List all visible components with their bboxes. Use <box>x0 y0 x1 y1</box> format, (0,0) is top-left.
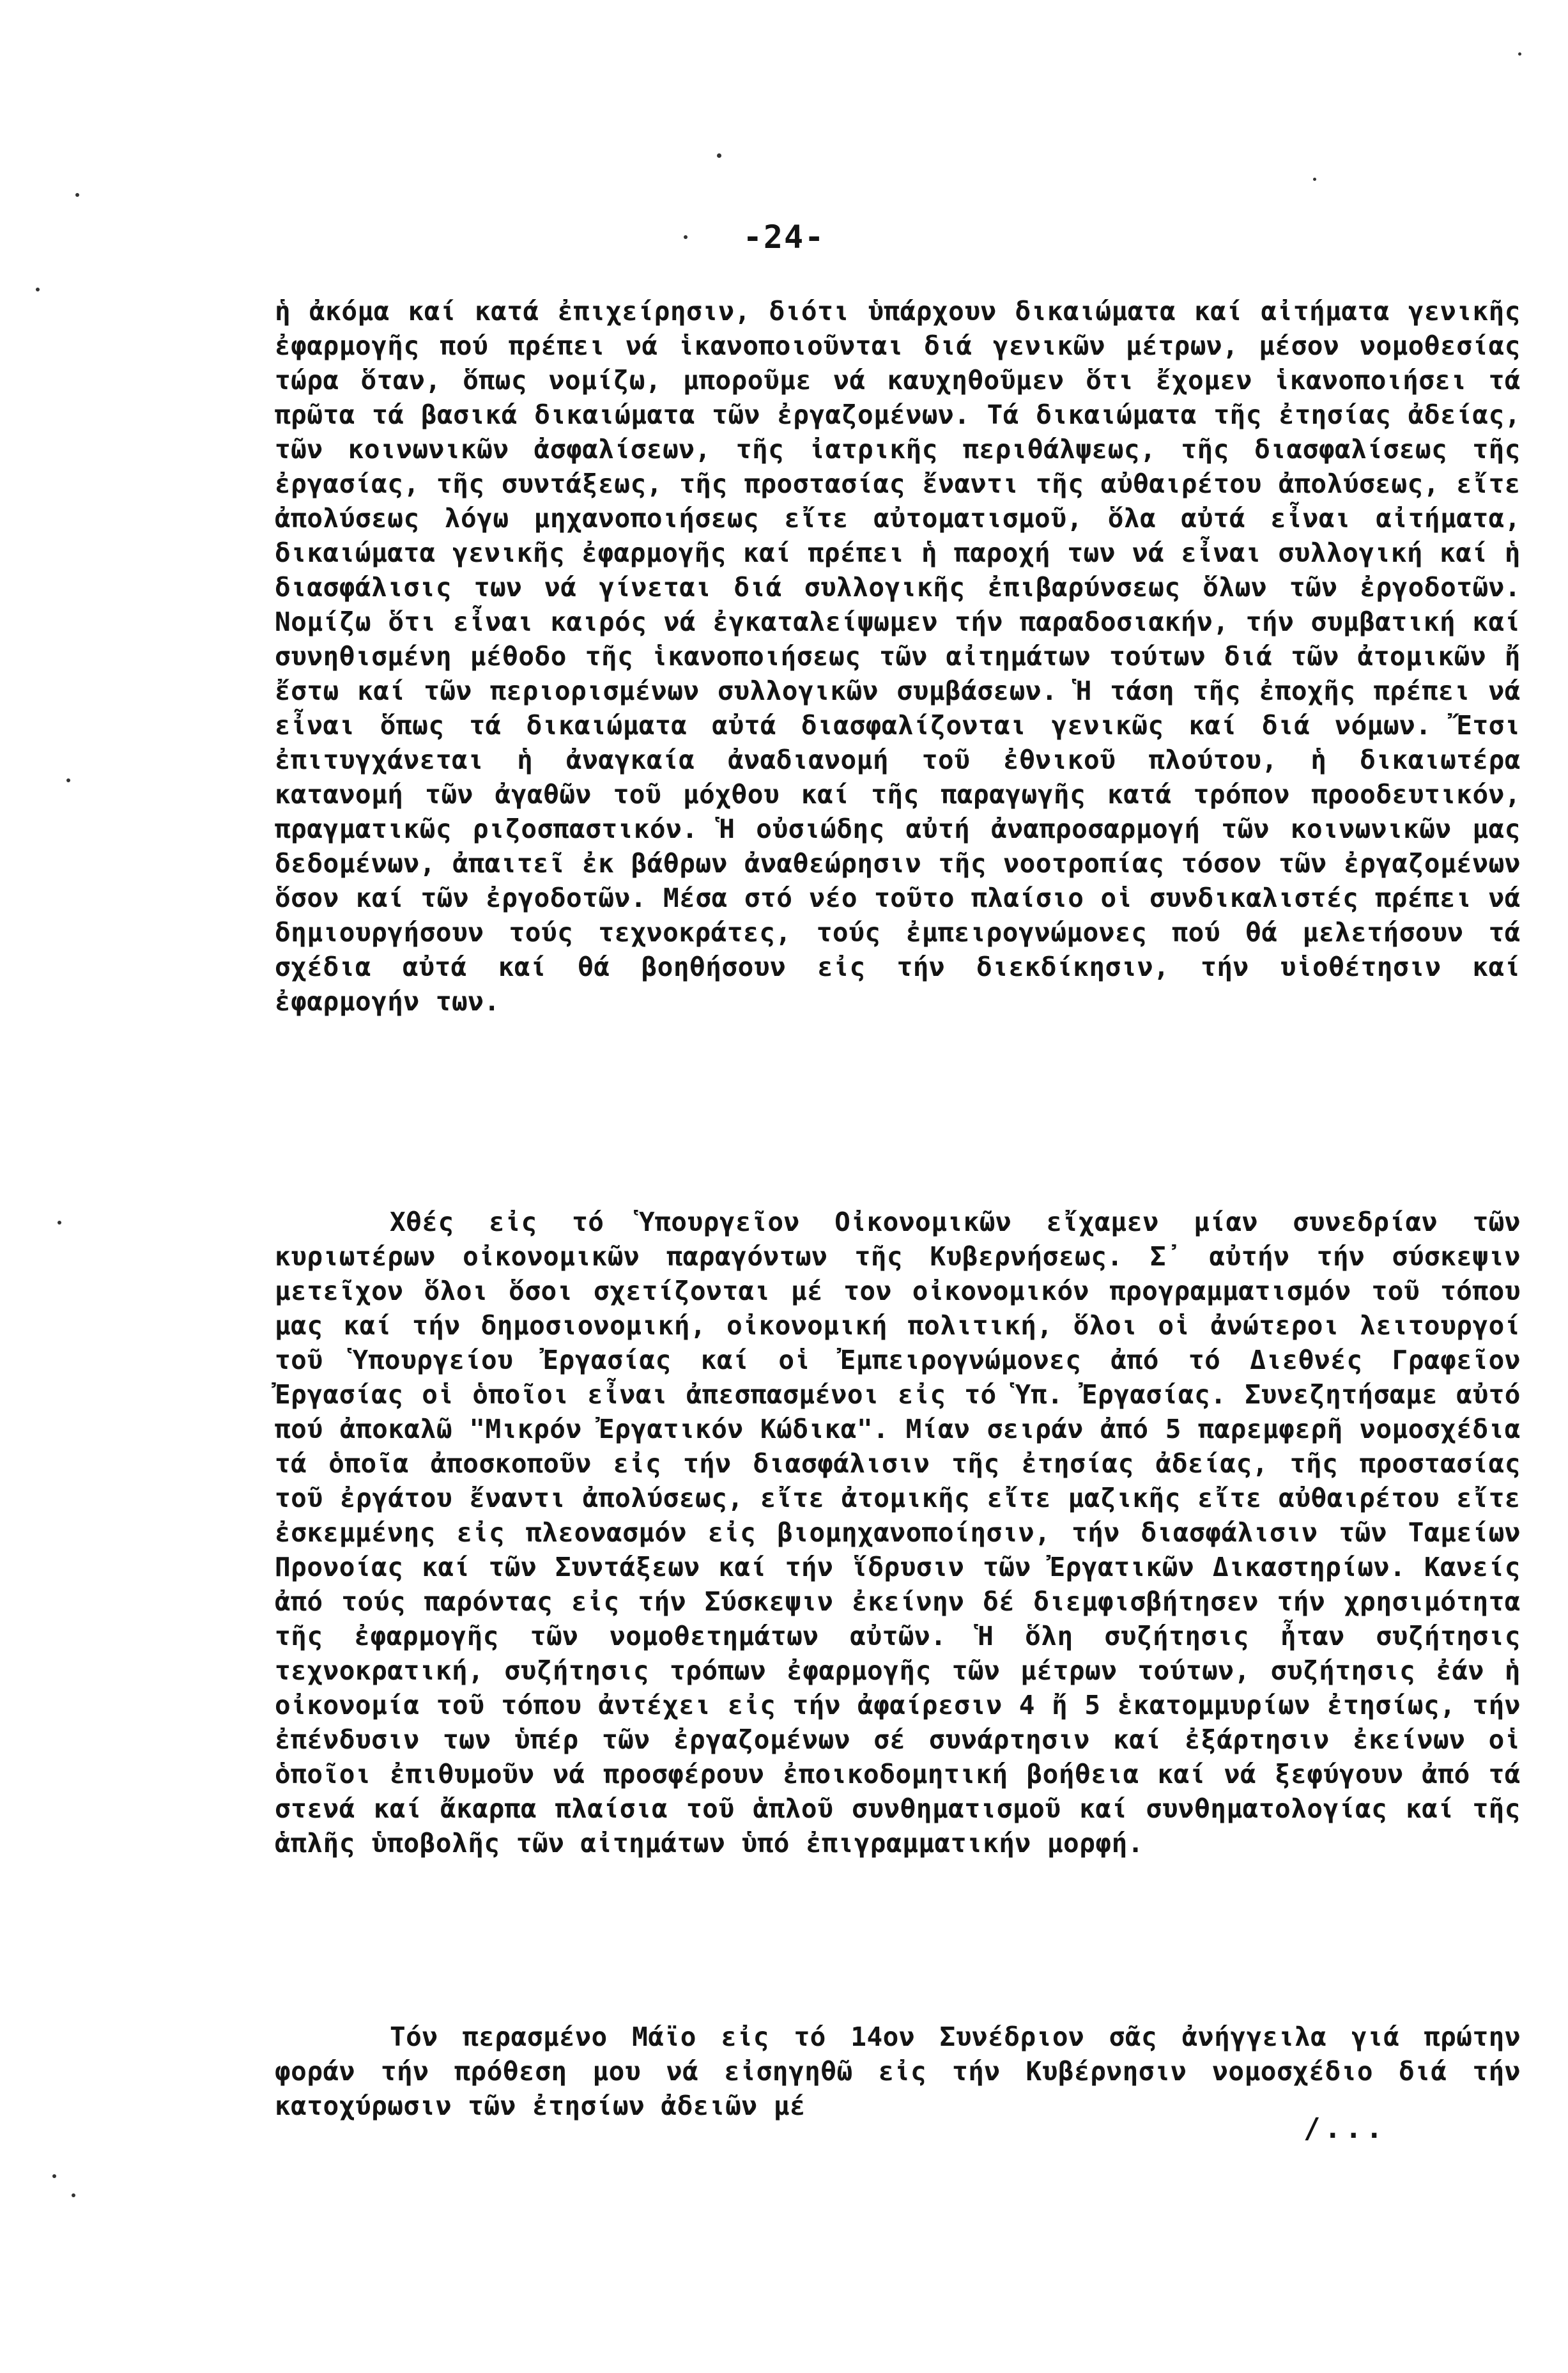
scan-speck <box>75 193 79 197</box>
scan-speck <box>52 2174 56 2178</box>
page-number: -24- <box>742 219 826 256</box>
paragraph-3: Τόν περασμένο Μάϊο εἰς τό 14ον Συνέδριον σᾶς ἀνήγγειλα γιά πρώτην φοράν τήν πρόθεση μου νά εἰσηγηθῶ εἰς τήν Κυβέρνησιν νομοσχέδιο διά τήν κατοχύρωσιν τῶν ἐτησίων ἀδειῶν μέ <box>275 2021 1521 2121</box>
scan-speck <box>58 1221 61 1225</box>
scan-speck <box>1313 178 1316 181</box>
continuation-mark: /... <box>1303 2112 1387 2145</box>
scan-speck <box>684 235 688 239</box>
scan-speck <box>717 153 721 158</box>
scan-speck <box>66 778 70 782</box>
scan-speck <box>1518 52 1521 56</box>
paragraph-2: Χθές εἰς τό Ὑπουργεῖον Οἰκονομικῶν εἴχαμεν μίαν συνεδρίαν τῶν κυριωτέρων οἰκονομικῶν παραγόντων τῆς Κυβερνήσεως. Σ᾽ αὐτήν τήν σύσκεψιν μετεῖχον ὅλοι ὅσοι σχετίζονται μέ τον οἰκονομικόν προγραμματισμόν τοῦ τόπου μας καί τήν δημοσιονομική, οἰκονομική πολιτική, ὅλοι οἱ ἀνώτεροι λειτουργοί τοῦ Ὑπουργείου Ἐργασίας καί οἱ Ἐμπειρογνώμονες ἀπό τό Διεθνές Γραφεῖον Ἐργασίας οἱ ὁποῖοι εἶναι ἀπεσπασμένοι εἰς τό Ὑπ. Ἐργασίας. Συνεζητήσαμε αὐτό πού ἀποκαλῶ "Μικρόν Ἐργατικόν Κώδικα". Μίαν σειράν ἀπό 5 παρεμφερῆ νομοσχέδια τά ὁποῖα ἀποσκοποῦν εἰς τήν διασφάλισιν τῆς ἐτησίας ἀδείας, τῆς προστασίας τοῦ ἐργάτου ἔναντι ἀπολύσεως, εἴτε ἀτομικῆς εἴτε μαζικῆς εἴτε αὐθαιρέτου εἴτε ἐσκεμμένης εἰς πλεονασμόν εἰς βιομηχανοποίησιν, τήν διασφάλισιν τῶν Ταμείων Προνοίας καί τῶν Συντάξεων καί τήν ἵδρυσιν τῶν Ἐργατικῶν Δικαστηρίων. Κανείς ἀπό τούς παρόντας εἰς τήν Σύσκεψιν ἐκείνην δέ διεμφισβήτησεν τήν χρησιμότητα τῆς ἐφαρμογῆς τῶν νομοθετημάτων αὐτῶν. Ἡ ὅλη συζήτησις ἦταν συζήτησις τεχνοκρατική, συζήτησις τρόπων ἐφαρμογῆς τῶν μέτρων τούτων, συζήτησις ἐάν ἡ οἰκονομία τοῦ τόπου ἀντέχει εἰς τήν ἀφαίρεσιν 4 ἤ 5 ἑκατομμυρίων ἐτησίως, τήν ἐπένδυσιν των ὑπέρ τῶν ἐργαζομένων σέ συνάρτησιν καί ἐξάρτησιν ἐκείνων οἱ ὁποῖοι ἐπιθυμοῦν νά προσφέρουν ἐποικοδομητική βοήθεια καί νά ξεφύγουν ἀπό τά στενά καί ἄκαρπα πλαίσια τοῦ ἁπλοῦ συνθηματισμοῦ καί συνθηματολογίας καί τῆς ἁπλῆς ὑποβολῆς τῶν αἰτημάτων ὑπό ἐπιγραμματικήν μορφή. <box>275 1207 1521 1859</box>
scan-speck <box>72 2193 75 2197</box>
scan-speck <box>36 288 40 291</box>
paragraph-1: ἡ ἀκόμα καί κατά ἐπιχείρησιν, διότι ὑπάρχουν δικαιώματα καί αἰτήματα γενικῆς ἐφαρμογῆς πού πρέπει νά ἱκανοποιοῦνται διά γενικῶν μέτρων, μέσον νομοθεσίας τώρα ὅταν, ὅπως νομίζω, μποροῦμε νά καυχηθοῦμεν ὅτι ἔχομεν ἱκανοποιήσει τά πρῶτα τά βασικά δικαιώματα τῶν ἐργαζομένων. Τά δικαιώματα τῆς ἐτησίας ἀδείας, τῶν κοινωνικῶν ἀσφαλίσεων, τῆς ἰατρικῆς περιθάλψεως, τῆς διασφαλίσεως τῆς ἐργασίας, τῆς συντάξεως, τῆς προστασίας ἔναντι τῆς αὐθαιρέτου ἀπολύσεως, εἴτε ἀπολύσεως λόγω μηχανοποιήσεως εἴτε αὐτοματισμοῦ, ὅλα αὐτά εἶναι αἰτήματα, δικαιώματα γενικῆς ἐφαρμογῆς καί πρέπει ἡ παροχή των νά εἶναι συλλογική καί ἡ διασφάλισις των νά γίνεται διά συλλογικῆς ἐπιβαρύνσεως ὅλων τῶν ἐργοδοτῶν. Νομίζω ὅτι εἶναι καιρός νά ἐγκαταλείψωμεν τήν παραδοσιακήν, τήν συμβατική καί συνηθισμένη μέθοδο τῆς ἱκανοποιήσεως τῶν αἰτημάτων τούτων διά τῶν ἀτομικῶν ἤ ἔστω καί τῶν περιορισμένων συλλογικῶν συμβάσεων. Ἡ τάση τῆς ἐποχῆς πρέπει νά εἶναι ὅπως τά δικαιώματα αὐτά διασφαλίζονται γενικῶς καί διά νόμων. Ἔτσι ἐπιτυγχάνεται ἡ ἀναγκαία ἀναδιανομή τοῦ ἐθνικοῦ πλούτου, ἡ δικαιωτέρα κατανομή τῶν ἀγαθῶν τοῦ μόχθου καί τῆς παραγωγῆς κατά τρόπον προοδευτικόν, πραγματικῶς ριζοσπαστικόν. Ἡ οὐσιώδης αὐτή ἀναπροσαρμογή τῶν κοινωνικῶν μας δεδομένων, ἀπαιτεῖ ἐκ βάθρων ἀναθεώρησιν τῆς νοοτροπίας τόσον τῶν ἐργαζομένων ὅσον καί τῶν ἐργοδοτῶν. Μέσα στό νέο τοῦτο πλαίσιο οἱ συνδικαλιστές πρέπει νά δημιουργήσουν τούς τεχνοκράτες, τούς ἐμπειρογνώμονες πού θά μελετήσουν τά σχέδια αὐτά καί θά βοηθήσουν εἰς τήν διεκδίκησιν, τήν υἱοθέτησιν καί ἐφαρμογήν των. <box>275 296 1521 1017</box>
